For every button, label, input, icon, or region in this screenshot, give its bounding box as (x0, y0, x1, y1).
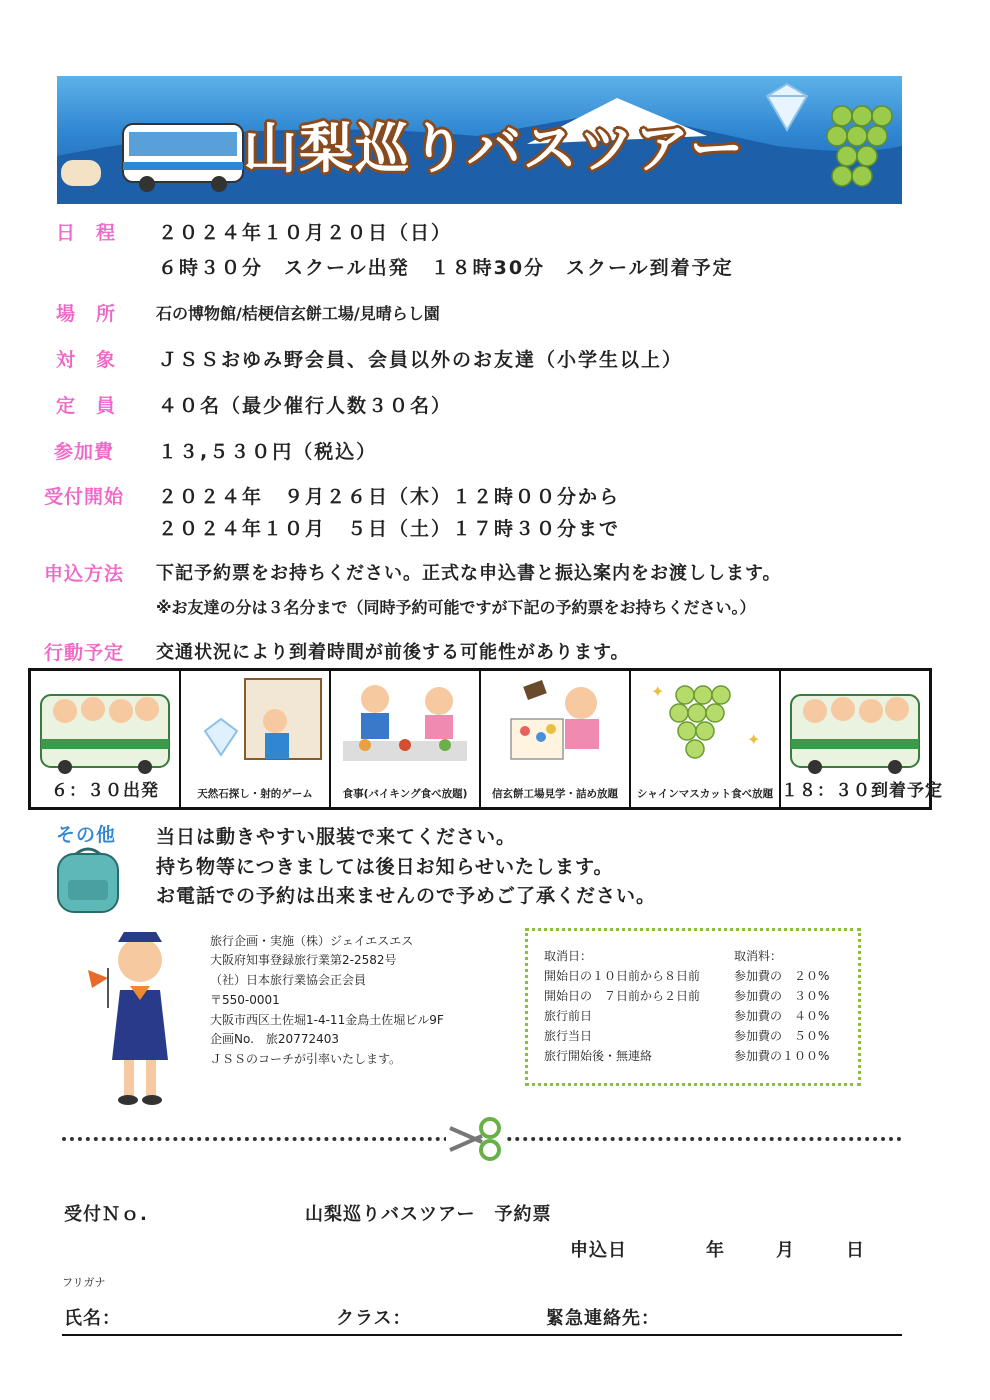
name-field[interactable]: 氏名： (64, 1308, 121, 1329)
other-line2: 持ち物等につきましては後日お知らせいたします。 (156, 856, 614, 878)
activity-strip (28, 668, 943, 810)
grapes-icon (817, 96, 902, 204)
company-line: ＪＳＳのコーチが引率いたします。 (210, 1052, 402, 1066)
cancel-row-when: 開始日の１０日前から８日前 (544, 969, 701, 983)
bus-icon (119, 114, 249, 194)
header-banner (57, 76, 902, 204)
apply-line2: ※お友達の分は３名分まで（同時予約可能ですが下記の予約票をお持ちください。） (156, 598, 756, 617)
cancel-header-right: 取消料： (734, 949, 783, 963)
activity-cell (781, 671, 943, 807)
activity-cell (331, 671, 481, 807)
form-title: 山梨巡りバスツアー 予約票 (305, 1204, 552, 1225)
activity-cell (31, 671, 181, 807)
fee-value: １３,５３０円（税込） (158, 441, 378, 463)
cancel-row-when: 旅行開始後・無連絡 (544, 1049, 653, 1063)
cancel-row-fee: 参加費の ３０% (734, 989, 830, 1003)
plan-label: 行動予定 (44, 642, 125, 664)
activity-caption: 信玄餅工場見学・詰め放題 (492, 788, 618, 800)
cancel-row-when: 旅行前日 (544, 1009, 593, 1023)
cancel-header-left: 取消日： (544, 949, 593, 963)
activity-cell (481, 671, 631, 807)
shingen-mochi-icon (485, 675, 625, 775)
cancel-row-fee: 参加費の ２０% (734, 969, 830, 983)
company-line: 大阪市西区土佐堀1-4-11金鳥土佐堀ビル9F (210, 1013, 444, 1027)
place-value: 石の博物館/桔梗信玄餅工場/見晴らし園 (156, 304, 440, 323)
time-value: ６時３０分 スクール出発 １８時30分 スクール到着予定 (158, 257, 734, 279)
company-line: 企画No. 旅20772403 (210, 1032, 340, 1046)
apply-line1: 下記予約票をお持ちください。正式な申込書と振込案内をお渡しします。 (156, 563, 782, 584)
gem-shooting-icon (185, 675, 325, 775)
banner-title: 山梨巡りバスツアー (243, 117, 746, 180)
company-line: 大阪府知事登録旅行業第2-2582号 (210, 953, 397, 967)
emergency-contact-field[interactable]: 緊急連絡先： (546, 1308, 660, 1329)
class-field[interactable]: クラス： (336, 1308, 412, 1329)
scissors-icon (446, 1114, 506, 1164)
reception-number-label: 受付Ｎｏ. (64, 1204, 148, 1225)
company-line: 〒550-0001 (210, 993, 280, 1007)
activity-caption: 食事(バイキング食べ放題) (342, 788, 468, 800)
activity-cell (631, 671, 781, 807)
date-value: ２０２４年１０月２０日（日） (158, 222, 453, 244)
form-bottom-line (62, 1334, 902, 1336)
company-line: （社）日本旅行業協会正会員 (210, 973, 367, 987)
target-value: ＪＳＳおゆみ野会員、会員以外のお友達（小学生以上） (158, 349, 684, 371)
cancel-row-fee: 参加費の ５０% (734, 1029, 830, 1043)
plan-value: 交通状況により到着時間が前後する可能性があります。 (156, 642, 630, 663)
backpack-icon (48, 846, 128, 916)
apply-label: 申込方法 (44, 563, 125, 585)
tour-guide-illustration (80, 920, 200, 1110)
other-label: その他 (56, 824, 117, 846)
reception-end: ２０２４年１０月 ５日（土）１７時３０分まで (158, 518, 621, 540)
activity-caption: １８：３０到着予定 (781, 781, 943, 801)
furigana-label: フリガナ (62, 1276, 106, 1289)
grapes-icon (635, 675, 775, 775)
capacity-value: ４０名（最少催行人数３０名） (158, 395, 453, 417)
fee-label: 参加費 (54, 441, 115, 463)
activity-caption: 天然石探し・射的ゲーム (197, 788, 313, 800)
cancel-row-when: 開始日の ７日前から２日前 (544, 989, 701, 1003)
company-line: 旅行企画・実施（株）ジェイエスエス (210, 934, 414, 948)
year-field[interactable]: 年 (706, 1240, 725, 1261)
reception-label: 受付開始 (44, 486, 125, 508)
cancellation-box (525, 928, 861, 1086)
day-field[interactable]: 日 (846, 1240, 865, 1261)
svg-text:✦: ✦ (651, 682, 665, 701)
cancel-row-when: 旅行当日 (544, 1029, 593, 1043)
reception-start: ２０２４年 ９月２６日（木）１２時００分から (158, 486, 621, 508)
other-line3: お電話での予約は出来ませんので予めご了承ください。 (156, 885, 657, 907)
activity-caption: ６：３０出発 (51, 781, 159, 801)
target-label: 対 象 (56, 349, 117, 371)
other-line1: 当日は動きやすい服装で来てください。 (156, 826, 517, 848)
buffet-icon (335, 675, 475, 775)
apply-date-label: 申込日 (570, 1240, 627, 1261)
cancel-row-fee: 参加費の ４０% (734, 1009, 830, 1023)
activity-caption: シャインマスカット食べ放題 (636, 788, 774, 800)
place-label: 場 所 (56, 303, 117, 325)
month-field[interactable]: 月 (776, 1240, 795, 1261)
date-label: 日 程 (56, 222, 117, 244)
bus-kids-icon (35, 675, 175, 775)
activity-cell (181, 671, 331, 807)
bus-kids-icon (785, 675, 925, 775)
svg-text:✦: ✦ (747, 730, 761, 749)
cancel-row-fee: 参加費の１００% (734, 1049, 830, 1063)
capacity-label: 定 員 (56, 395, 117, 417)
diamond-icon (757, 78, 817, 138)
